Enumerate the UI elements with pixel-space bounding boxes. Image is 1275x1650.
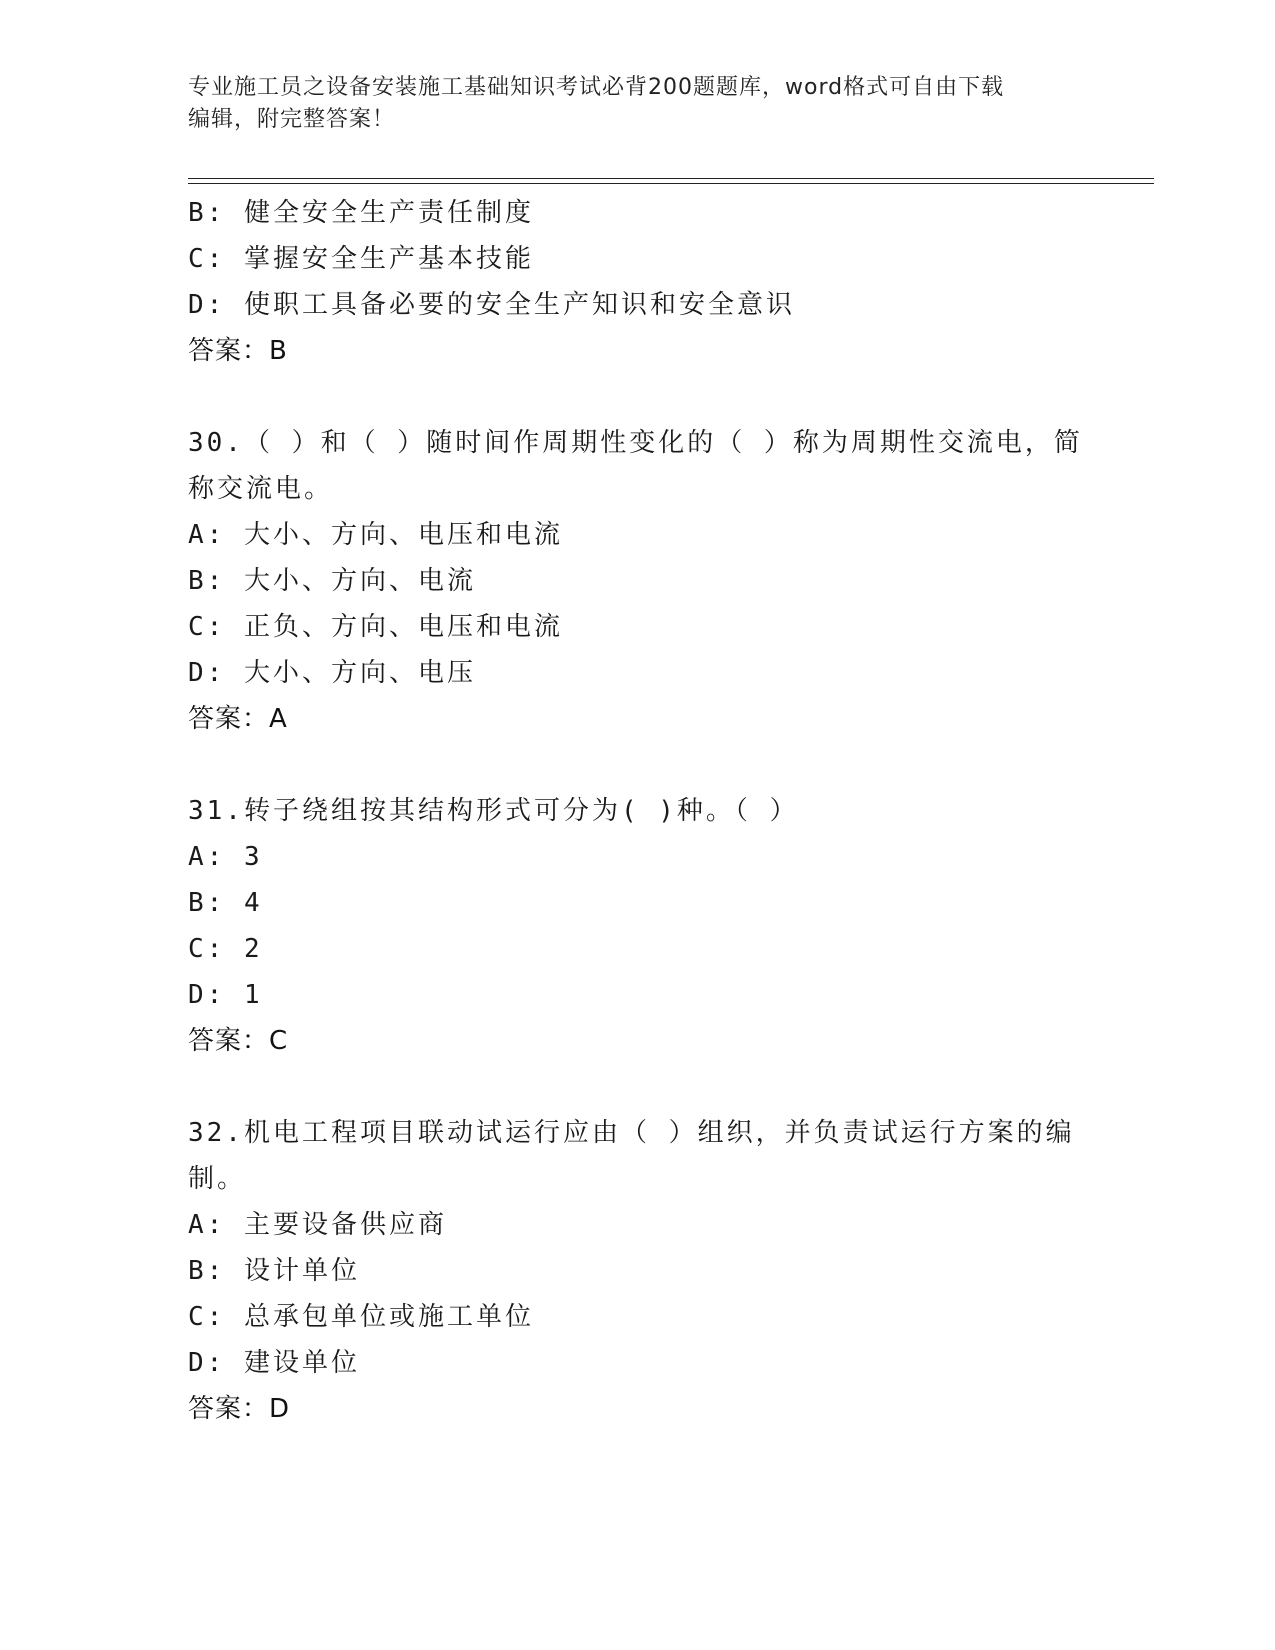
question-32 [188,1110,1088,1432]
header-line-1: 专业施工员之设备安装施工基础知识考试必背200题题库，word格式可自由下载 [188,75,1005,100]
question-stem [188,420,1083,512]
option-b: B: 设计单位 [188,1256,360,1286]
spacer [188,374,1088,420]
option-d: D: 大小、方向、电压 [188,658,476,688]
question-30 [188,420,1088,742]
answer: 答案：C [188,1026,289,1056]
stem-line-2: 称交流电。 [188,474,334,504]
stem-line-2: 制。 [188,1164,247,1194]
answer: 答案：B [188,336,288,366]
spacer [188,1064,1088,1110]
option-c: C: 掌握安全生产基本技能 [188,244,534,274]
header-divider-bottom [188,183,1154,184]
answer: 答案：A [188,704,288,734]
option-b: B: 健全安全生产责任制度 [188,198,534,228]
question-31 [188,788,1088,1064]
answer: 答案：D [188,1394,291,1424]
question-stem [188,1110,1075,1202]
header-divider-top [188,178,1154,179]
question-29 [188,190,1088,374]
option-a: A: 3 [188,842,263,872]
document-header [188,72,1088,136]
stem-line-1: 31.转子绕组按其结构形式可分为( )种。（ ） [188,796,799,826]
question-stem [188,788,1068,834]
stem-line-1: 32.机电工程项目联动试运行应由（ ）组织，并负责试运行方案的编 [188,1118,1075,1148]
option-b: B: 大小、方向、电流 [188,566,476,596]
option-c: C: 正负、方向、电压和电流 [188,612,563,642]
option-d: D: 1 [188,980,263,1010]
header-line-2: 编辑，附完整答案！ [188,107,396,132]
option-d: D: 使职工具备必要的安全生产知识和安全意识 [188,290,795,320]
option-b: B: 4 [188,888,263,918]
document-body [188,190,1088,1432]
spacer [188,742,1088,788]
option-a: A: 大小、方向、电压和电流 [188,520,563,550]
option-c: C: 2 [188,934,263,964]
option-d: D: 建设单位 [188,1348,360,1378]
option-c: C: 总承包单位或施工单位 [188,1302,534,1332]
stem-line-1: 30.（ ）和（ ）随时间作周期性变化的（ ）称为周期性交流电，简 [188,428,1083,458]
option-a: A: 主要设备供应商 [188,1210,447,1240]
